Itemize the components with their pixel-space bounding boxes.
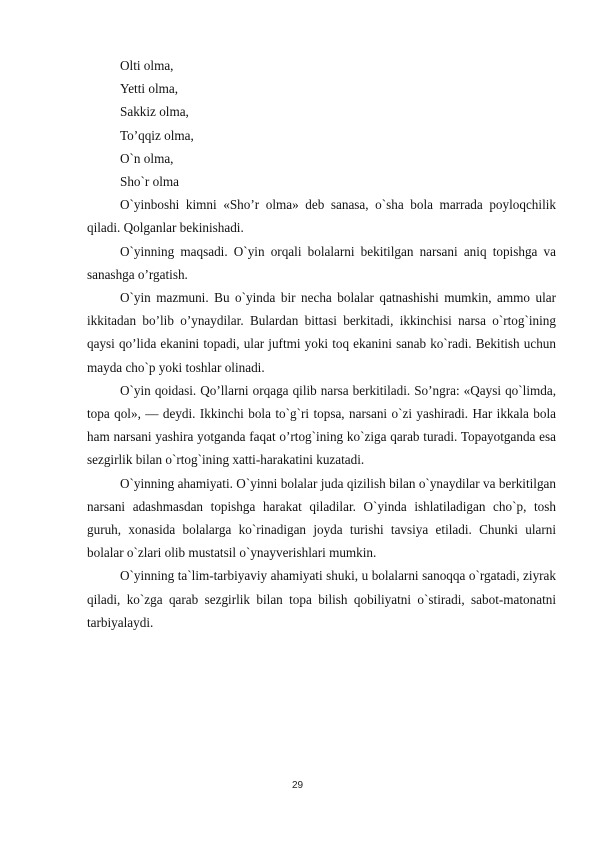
paragraph-game-content: O`yin mazmuni. Bu o`yinda bir necha bolalar qatnashishi mumkin, ammo ular ikkitadan bo’lib o’ynaydilar. Bulardan bittasi berkitadi, ikkinchisi narsa o`rtog`ining qaysi qo’lida ekanini topadi, ular juftmi yoki toq ekanini sanab ko`radi. Bekitish uchun mayda cho`p yoki toshlar olinadi. bbox=[87, 290, 556, 375]
verse-line-1: Olti olma, bbox=[120, 58, 174, 73]
page-number: 29 bbox=[291, 780, 304, 791]
verse-line-6: Sho`r olma bbox=[120, 174, 179, 190]
paragraph-game-purpose: O`yinning maqsadi. O`yin orqali bolalarni bekitilgan narsani aniq topishga va sanashga o’rgatish. bbox=[87, 243, 556, 282]
paragraph-game-rules: O`yin qoidasi. Qo’llarni orqaga qilib narsa berkitiladi. So’ngra: «Qaysi qo`limda, topa qol», — deydi. Ikkinchi bola to`g`ri topsa, narsani o`zi yashiradi. Har ikkala bola ham narsani yashira yotganda faqat o’rtog`ining ko`ziga qarab turadi. Topayotganda esa sezgirlik bilan o`rtog`ining xatti-harakatini kuzatadi. bbox=[87, 382, 556, 468]
paragraph-game-leader: O`yinboshi kimni «Sho’r olma» deb sanasa, o`sha bola marrada poyloqchilik qiladi. Qolganlar bekinishadi. bbox=[87, 197, 556, 236]
paragraph-educational-value: O`yinning ta`lim-tarbiyaviy ahamiyati shuki, u bolalarni sanoqqa o`rgatadi, ziyrak qiladi, ko`zga qarab sezgirlik bilan topa bilish qobiliyatni o`stiradi, sabot-matonatni tarbiyalaydi. bbox=[87, 568, 556, 630]
page-content bbox=[87, 54, 556, 634]
verse-line-3: Sakkiz olma, bbox=[120, 104, 189, 120]
verse-line-2: Yetti olma, bbox=[120, 81, 179, 97]
verse-line-4: To’qqiz olma, bbox=[120, 127, 194, 143]
paragraph-game-importance: O`yinning ahamiyati. O`yinni bolalar juda qizilish bilan o`ynaydilar va berkitilgan narsani adashmasdan topishga harakat qiladilar. O`yinda ishlatiladigan cho`p, tosh guruh, xonasida bolalarga ko`rinadigan joyda turishi tavsiya etiladi. Chunki ularni bolalar o`zlari olib mustatsil o`ynayverishlari mumkin. bbox=[87, 475, 556, 561]
verse-line-5: O`n olma, bbox=[120, 150, 174, 166]
